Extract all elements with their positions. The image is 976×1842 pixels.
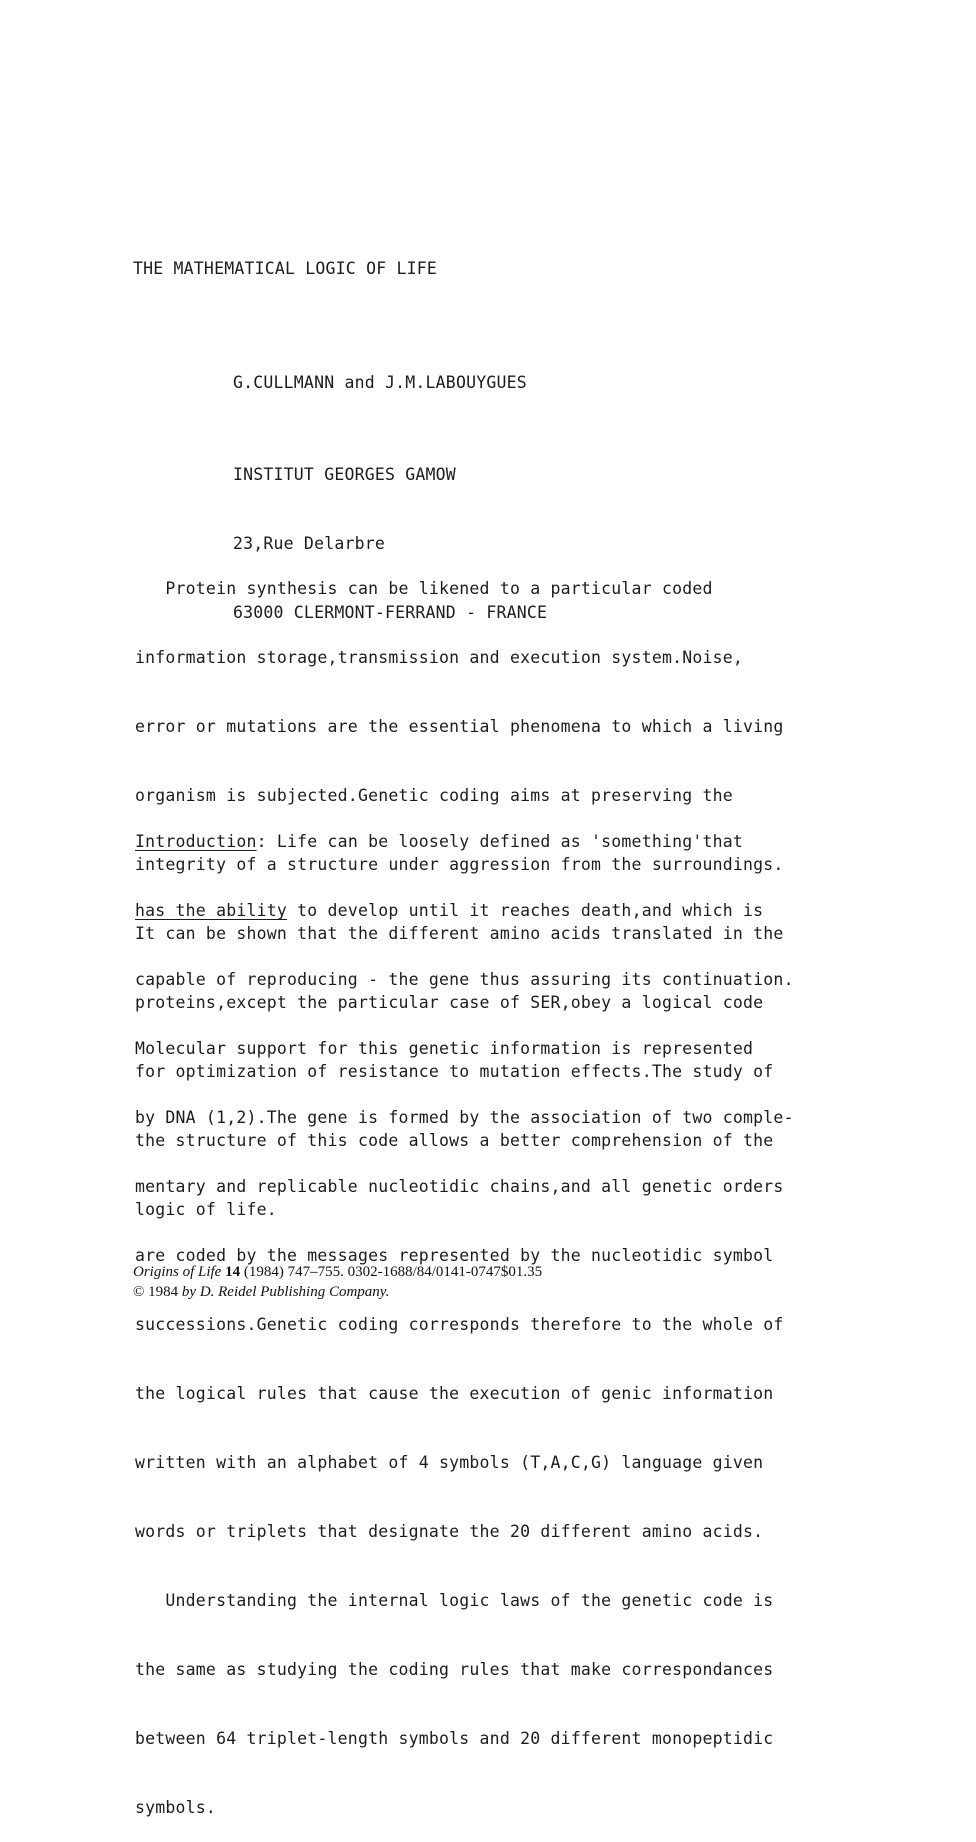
abstract-line: information storage,transmission and execution system.Noise, (135, 648, 744, 667)
abstract-line: It can be shown that the different amino acids translated in the (135, 924, 784, 943)
intro-line: symbols. (135, 1798, 217, 1817)
intro-line-underlined: has the ability (135, 901, 288, 920)
abstract-line: logic of life. (135, 1200, 277, 1219)
copyright-prefix: © 1984 (133, 1284, 182, 1300)
intro-line: capable of reproducing - the gene thus assuring its continuation. (135, 970, 794, 989)
copyright-line (133, 1282, 542, 1302)
intro-line: are coded by the messages represented by the nucleotidic symbol (135, 1246, 774, 1265)
intro-first-line-text: : Life can be loosely defined as 'something'that (256, 832, 744, 851)
citation-footer (133, 1262, 542, 1302)
publisher: by D. Reidel Publishing Company. (181, 1284, 390, 1300)
journal-name: Origins of Life (133, 1264, 222, 1280)
intro-line: written with an alphabet of 4 symbols (T,A,C,G) language given (135, 1453, 764, 1472)
intro-heading: Introduction (135, 832, 257, 851)
intro-line: successions.Genetic coding corresponds therefore to the whole of (135, 1315, 784, 1334)
intro-line (135, 899, 794, 922)
citation-line (133, 1262, 542, 1282)
intro-line: words or triplets that designate the 20 different amino acids. (135, 1522, 764, 1541)
intro-first-line (135, 830, 794, 853)
intro-line-rest: to develop until it reaches death,and which is (287, 901, 764, 920)
abstract-line: proteins,except the particular case of SER,obey a logical code (135, 993, 764, 1012)
abstract-line: organism is subjected.Genetic coding aims at preserving the (135, 786, 733, 805)
abstract-line: for optimization of resistance to mutation effects.The study of (135, 1062, 774, 1081)
introduction-section (135, 784, 794, 1842)
intro-line: mentary and replicable nucleotidic chains,and all genetic orders (135, 1177, 784, 1196)
affiliation-street: 23,Rue Delarbre (233, 534, 386, 553)
intro-line: Understanding the internal logic laws of the genetic code is (135, 1591, 774, 1610)
intro-line: the logical rules that cause the execution of genic information (135, 1384, 774, 1403)
paper-title: THE MATHEMATICAL LOGIC OF LIFE (133, 259, 438, 278)
intro-line: by DNA (1,2).The gene is formed by the association of two comple- (135, 1108, 794, 1127)
abstract-line: the structure of this code allows a better comprehension of the (135, 1131, 774, 1150)
affiliation-institute: INSTITUT GEORGES GAMOW (233, 465, 456, 484)
intro-line: Molecular support for this genetic information is represented (135, 1039, 754, 1058)
abstract-line: Protein synthesis can be likened to a particular coded (135, 579, 713, 598)
abstract-line: integrity of a structure under aggression from the surroundings. (135, 855, 784, 874)
authors: G.CULLMANN and J.M.LABOUYGUES (233, 373, 527, 392)
abstract-line: error or mutations are the essential phenomena to which a living (135, 717, 784, 736)
journal-volume: 14 (225, 1264, 241, 1280)
affiliation-city: 63000 CLERMONT-FERRAND - FRANCE (233, 603, 548, 622)
intro-line: between 64 triplet-length symbols and 20 different monopeptidic (135, 1729, 774, 1748)
intro-line: the same as studying the coding rules that make correspondances (135, 1660, 774, 1679)
citation-details: (1984) 747–755. 0302-1688/84/0141-0747$01.35 (240, 1264, 543, 1280)
